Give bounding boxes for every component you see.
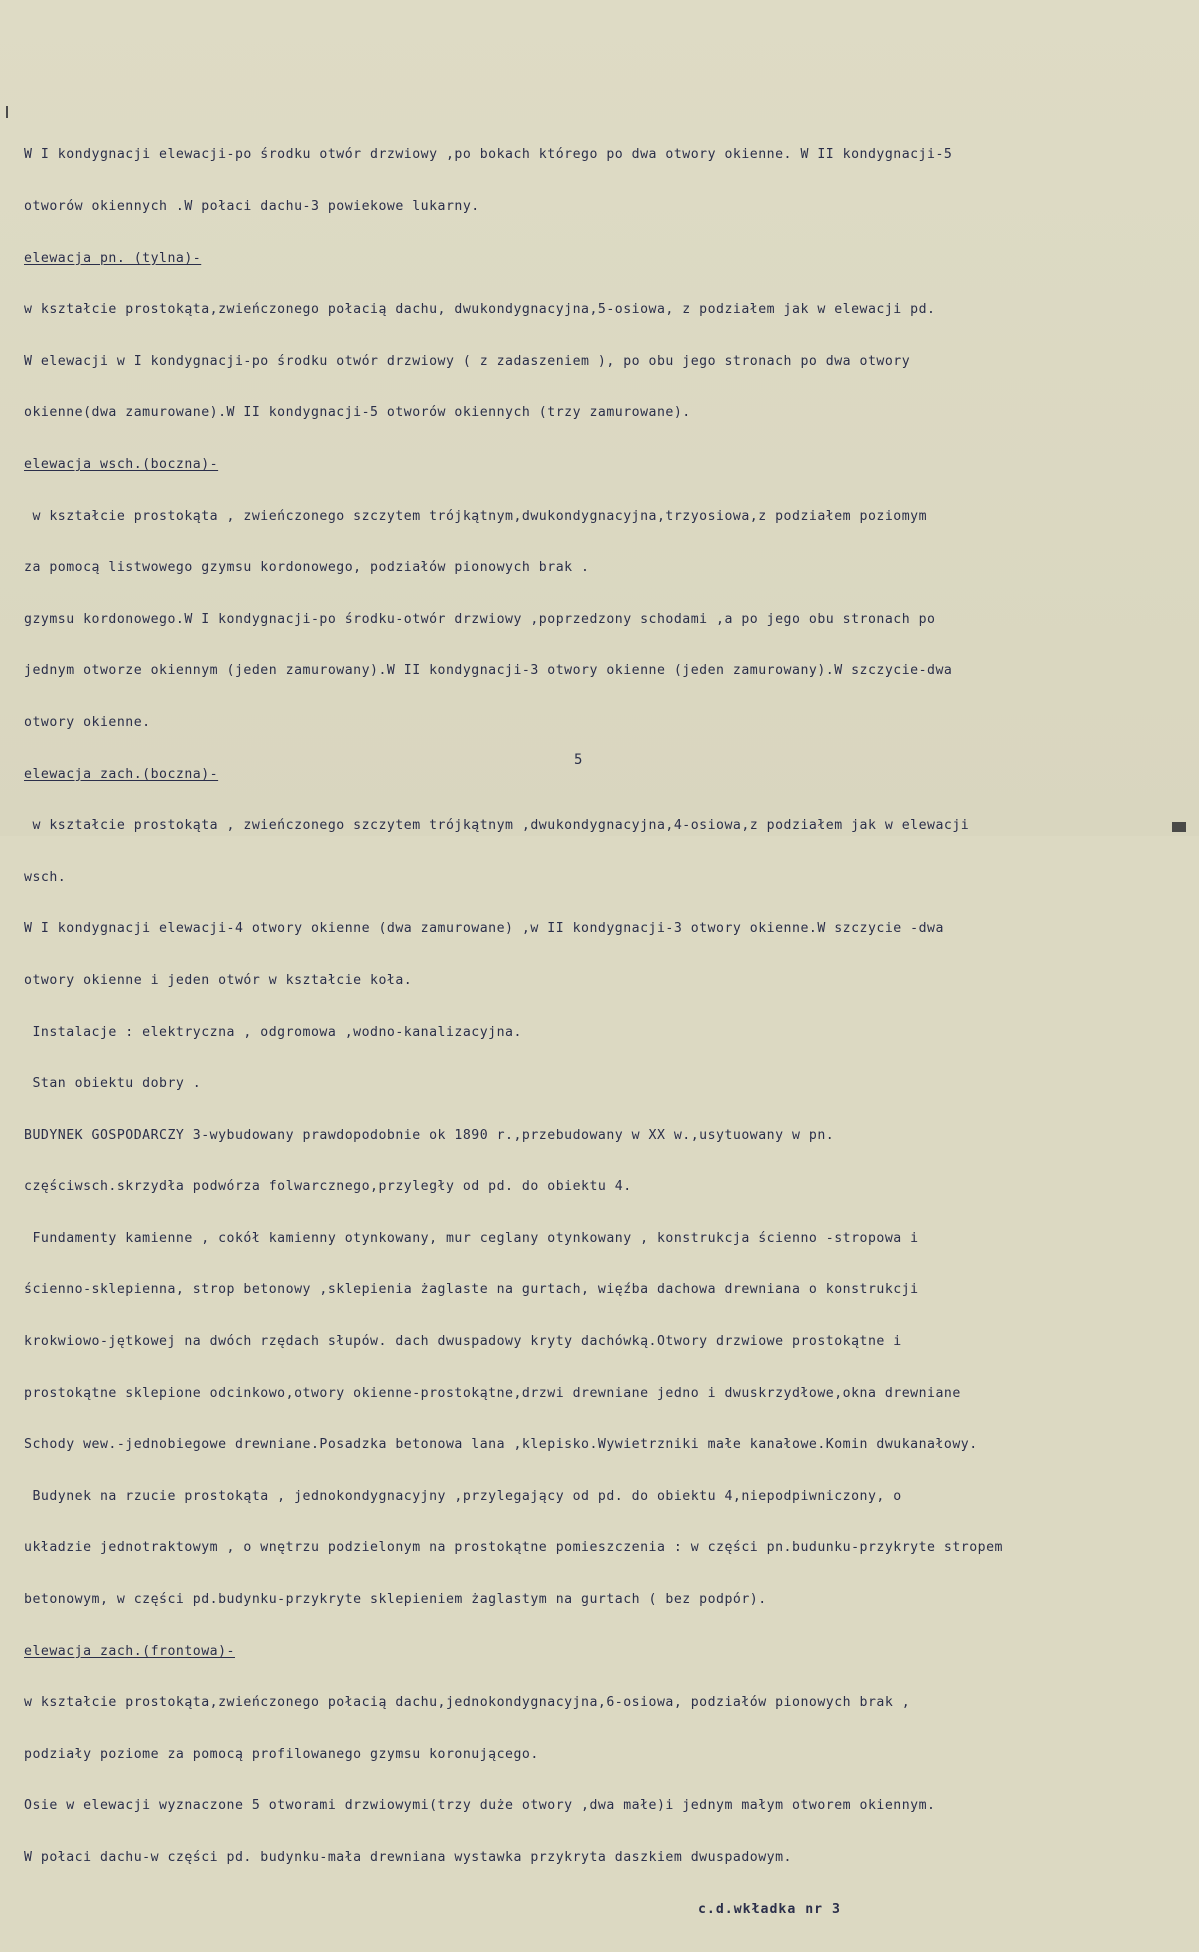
text-line: Schody wew.-jednobiegowe drewniane.Posadzka betonowa lana ,klepisko.Wywietrzniki małe kanałowe.Komin dwukanałowy.	[24, 1437, 978, 1453]
text-line: Instalacje : elektryczna , odgromowa ,wodno-kanalizacyjna.	[24, 1024, 522, 1040]
text-line: BUDYNEK GOSPODARCZY 3-wybudowany prawdopodobnie ok 1890 r.,przebudowany w XX w.,usytuowany w pn.	[24, 1127, 835, 1143]
body-text	[24, 112, 1199, 1952]
text-line: Stan obiektu dobry .	[24, 1076, 202, 1092]
text-line: częściwsch.skrzydła podwórza folwarcznego,przyległy od pd. do obiektu 4.	[24, 1179, 632, 1195]
section-heading-east-elevation: elewacja wsch.(boczna)-	[24, 456, 219, 472]
text-line: prostokątne sklepione odcinkowo,otwory okienne-prostokątne,drzwi drewniane jedno i dwuskrzydłowe,okna drewniane	[24, 1385, 961, 1401]
text-line: otwory okienne.	[24, 714, 151, 730]
section-heading-north-elevation: elewacja pn. (tylna)-	[24, 250, 202, 266]
text-line: ścienno-sklepienna, strop betonowy ,sklepienia żaglaste na gurtach, więźba dachowa drewniana o konstrukcji	[24, 1282, 919, 1298]
corner-mark	[1172, 822, 1186, 832]
text-line: w kształcie prostokąta , zwieńczonego szczytem trójkątnym ,dwukondygnacyjna,4-osiowa,z podziałem jak w elewacji	[24, 818, 970, 834]
text-line: w kształcie prostokąta , zwieńczonego szczytem trójkątnym,dwukondygnacyjna,trzyosiowa,z podziałem poziomym	[24, 508, 928, 524]
text-line: za pomocą listwowego gzymsu kordonowego, podziałów pionowych brak .	[24, 560, 590, 576]
text-line: W elewacji w I kondygnacji-po środku otwór drzwiowy ( z zadaszeniem ), po obu jego stronach po dwa otwory	[24, 353, 911, 369]
text-line: w kształcie prostokąta,zwieńczonego połacią dachu,jednokondygnacyjna,6-osiowa, podziałów pionowych brak ,	[24, 1695, 911, 1711]
text-line: W I kondygnacji elewacji-4 otwory okienne (dwa zamurowane) ,w II kondygnacji-3 otwory okienne.W szczycie -dwa	[24, 921, 944, 937]
text-line: okienne(dwa zamurowane).W II kondygnacji-5 otworów okiennych (trzy zamurowane).	[24, 405, 691, 421]
text-line: W połaci dachu-w części pd. budynku-mała drewniana wystawka przykryta daszkiem dwuspadowym.	[24, 1850, 792, 1865]
section-heading-front-elevation: elewacja zach.(frontowa)-	[24, 1643, 235, 1659]
text-line: Budynek na rzucie prostokąta , jednokondygnacyjny ,przylegający od pd. do obiektu 4,niepodpiwniczony, o	[24, 1488, 902, 1504]
section-heading-west-elevation: elewacja zach.(boczna)-	[24, 766, 219, 782]
text-line: krokwiowo-jętkowej na dwóch rzędach słupów. dach dwuspadowy kryty dachówką.Otwory drzwiowe prostokątne i	[24, 1334, 902, 1350]
continuation-note: c.d.wkładka nr 3	[697, 1901, 841, 1917]
text-line: W I kondygnacji elewacji-po środku otwór drzwiowy ,po bokach którego po dwa otwory okienne. W II kondygnacji-5	[24, 147, 953, 163]
text-line: Osie w elewacji wyznaczone 5 otworami drzwiowymi(trzy duże otwory ,dwa małe)i jednym małym otworem okiennym.	[24, 1798, 936, 1814]
text-line: otwory okienne i jeden otwór w kształcie koła.	[24, 972, 413, 988]
text-line: otworów okiennych .W połaci dachu-3 powiekowe lukarny.	[24, 199, 480, 214]
text-line: gzymsu kordonowego.W I kondygnacji-po środku-otwór drzwiowy ,poprzedzony schodami ,a po jego obu stronach po	[24, 611, 936, 627]
text-line: betonowym, w części pd.budynku-przykryte sklepieniem żaglastym na gurtach ( bez podpór).	[24, 1592, 767, 1608]
text-line: jednym otworze okiennym (jeden zamurowany).W II kondygnacji-3 otwory okienne (jeden zamurowany).W szczycie-dwa	[24, 663, 953, 679]
text-line: wsch.	[24, 869, 67, 885]
text-line: Fundamenty kamienne , cokół kamienny otynkowany, mur ceglany otynkowany , konstrukcja ścienno -stropowa i	[24, 1230, 919, 1246]
text-line: podziały poziome za pomocą profilowanego gzymsu koronującego.	[24, 1746, 539, 1762]
margin-mark	[6, 106, 8, 118]
text-line: układzie jednotraktowym , o wnętrzu podzielonym na prostokątne pomieszczenia : w części pn.budunku-przykryte stropem	[24, 1540, 1003, 1556]
text-line: w kształcie prostokąta,zwieńczonego połacią dachu, dwukondygnacyjna,5-osiowa, z podziałem jak w elewacji pd.	[24, 302, 936, 318]
page-number: 5	[574, 752, 583, 768]
